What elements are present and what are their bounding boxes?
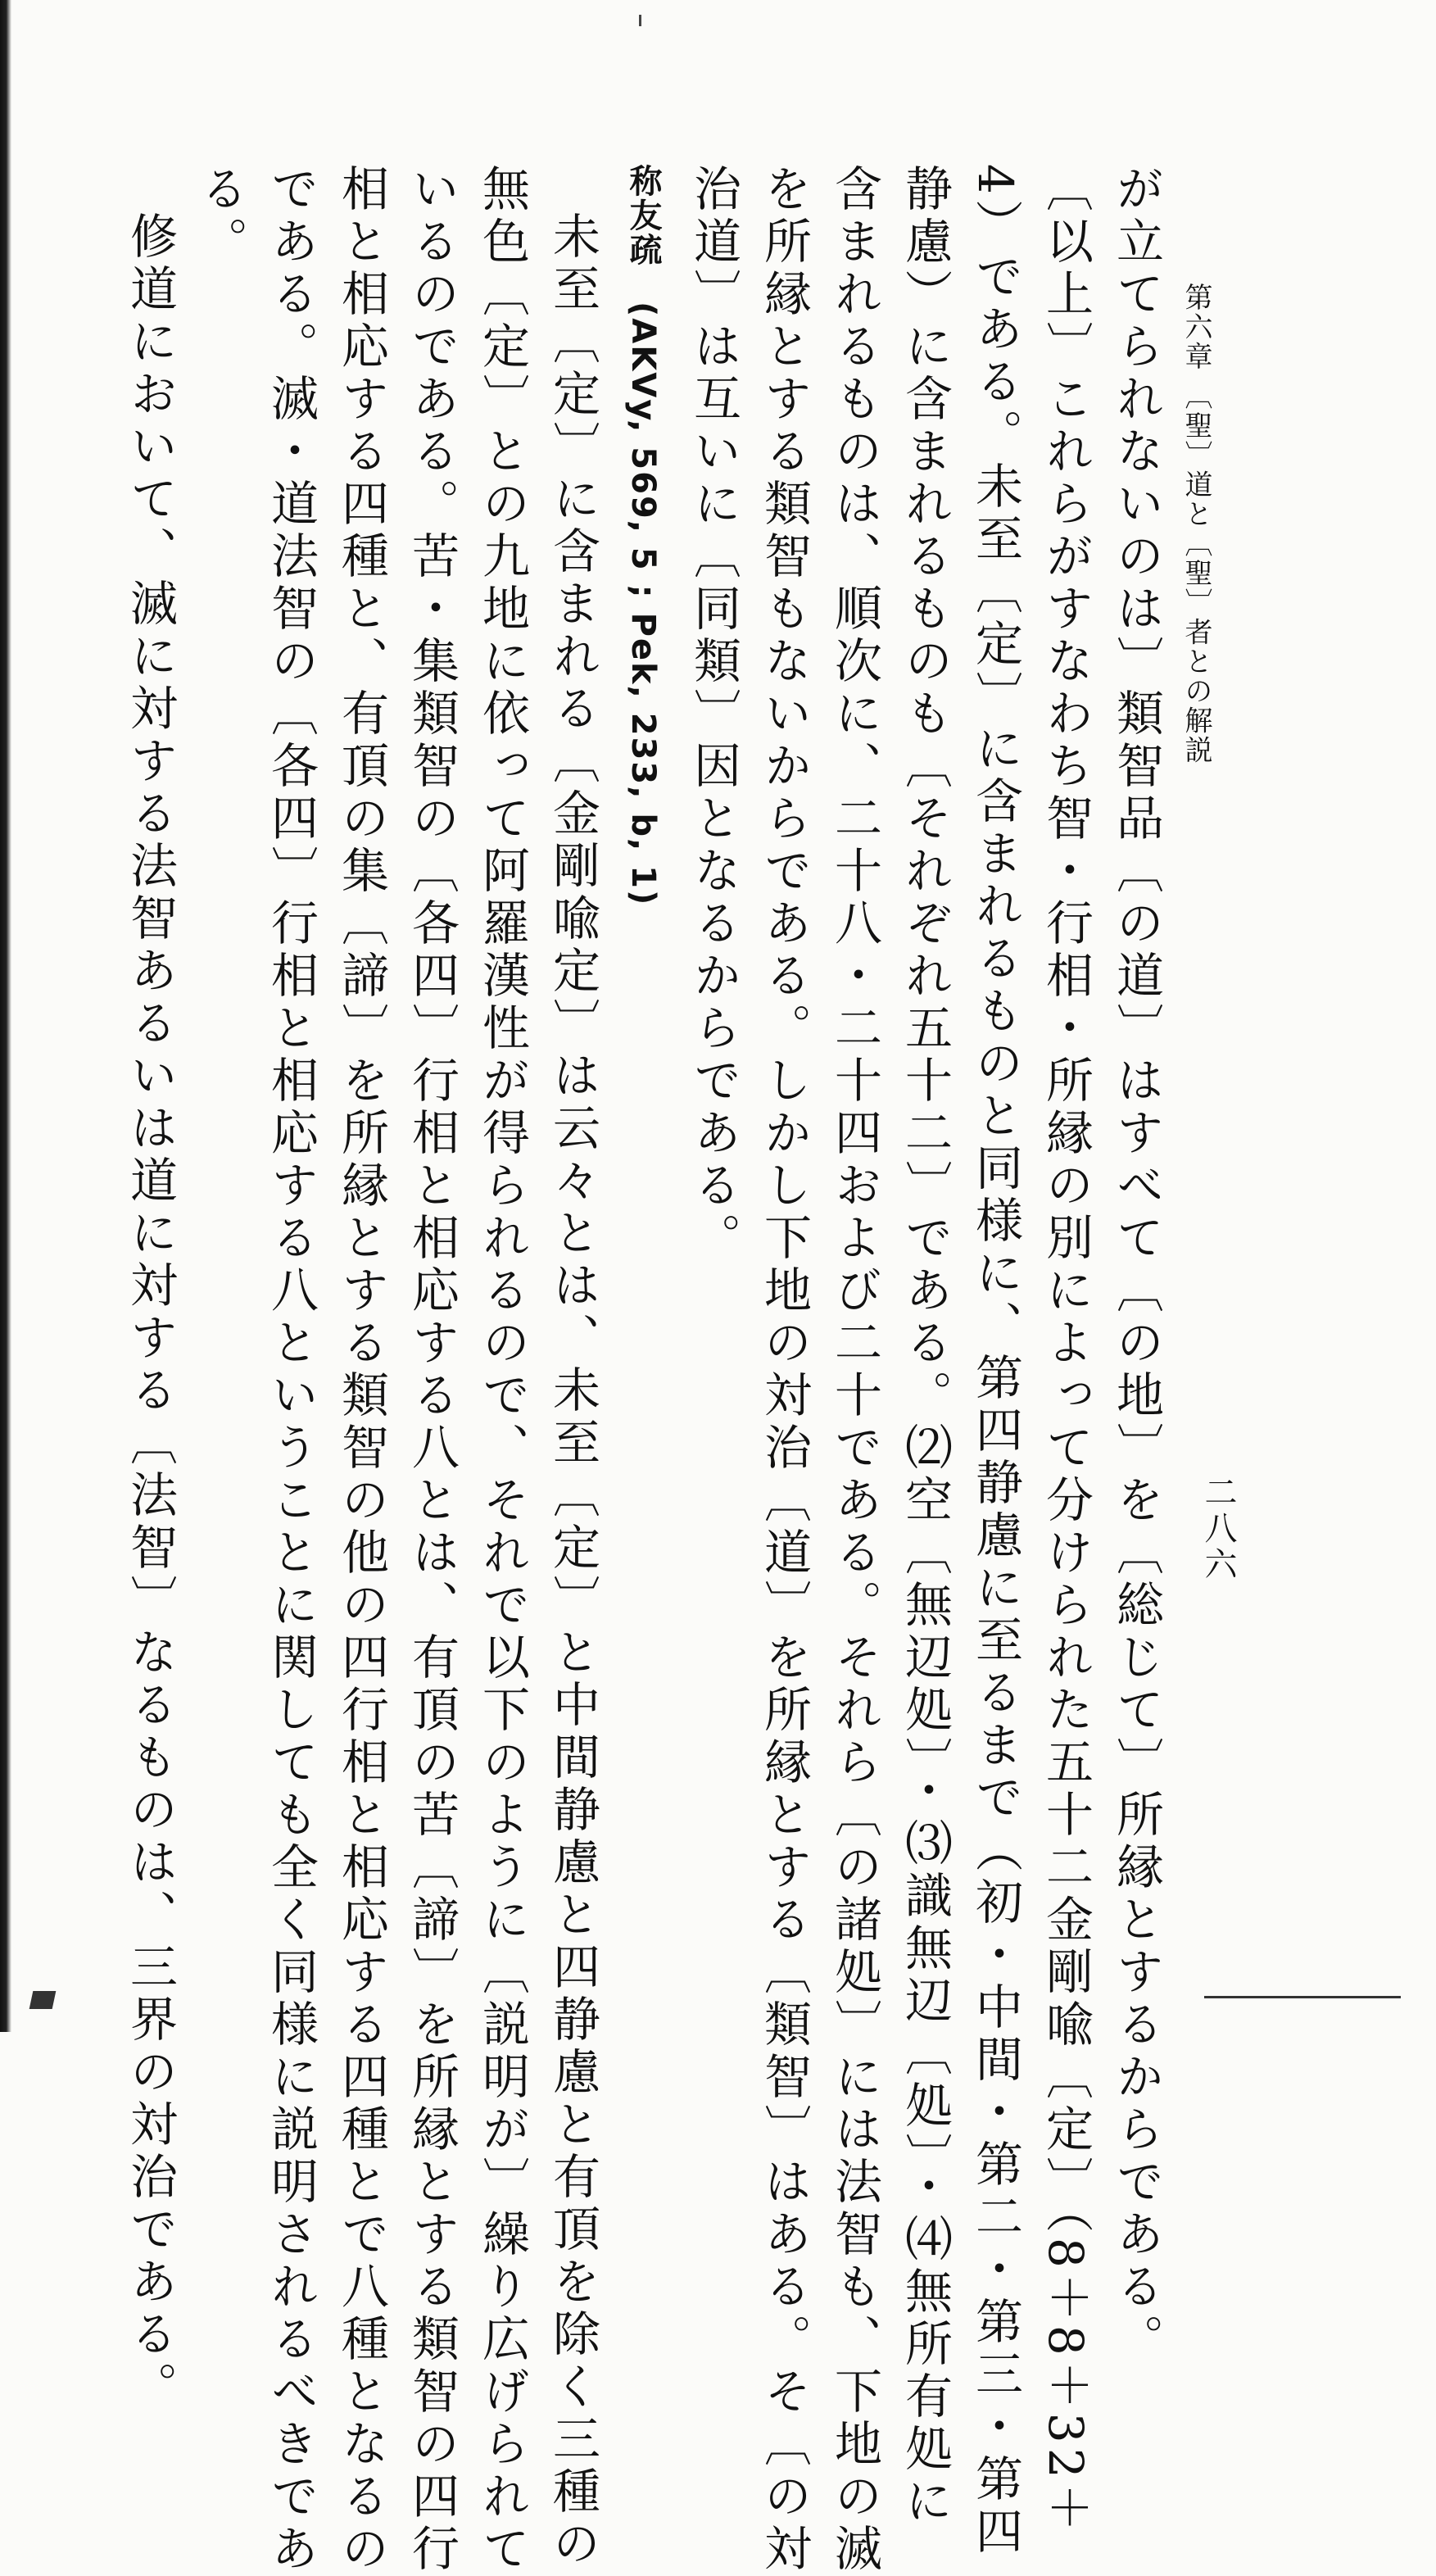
scan-mark [29, 1991, 57, 2009]
text-line: である。滅・道法智の〔各四〕行相と相応する八ということに関しても全く同様に説明されるべきであ [263, 164, 319, 2576]
text-line: 修道において、滅に対する法智あるいは道に対する〔法智〕なるものは、三界の対治である。 [122, 211, 178, 2414]
text-line: 静慮）に含まれるものも〔それぞれ五十二〕である。⑵空〔無辺処〕・⑶識無辺〔処〕・⑷無所有処に [897, 164, 953, 2528]
running-title: 第六章 〔聖〕道と〔聖〕者との解説 [1180, 283, 1212, 765]
text-line: を所縁とする類智もないからである。しかし下地の対治〔道〕を所縁とする〔類智〕はある。そ〔の対 [756, 164, 812, 2576]
bottom-rule [1204, 1996, 1401, 1998]
text-line: 相と相応する四種と、有頂の集〔諦〕を所縁とする類智の他の四行相と相応する四種とで八種となるの [333, 164, 389, 2576]
main-text [122, 164, 1171, 2576]
scan-speck [639, 15, 641, 26]
page-number: 二八六 [1199, 1475, 1237, 1583]
source-heading: 称友疏 (AKVy, 569, 5 ; Pek, 233, b, 1) [624, 164, 662, 907]
text-line: 治道〕は互いに〔同類〕因となるからである。 [686, 164, 741, 1265]
scan-edge [0, 0, 11, 2032]
text-line: 未至〔定〕に含まれる〔金剛喩定〕は云々とは、未至〔定〕と中間静慮と四静慮と有頂を除く三種の [545, 211, 600, 2571]
text-line: が立てられないのは〕類智品〔の道〕はすべて〔の地〕を〔総じて〕所縁とするからである。 [1108, 164, 1164, 2366]
text-line: る。 [193, 164, 248, 269]
text-line: 〔以上〕これらがすなわち智・行相・所縁の別によって分けられた五十二金剛喩〔定〕（8＋8＋32＋ [1038, 164, 1094, 2536]
text-line: 含まれるものは、順次に、二十八・二十四および二十である。それら〔の諸処〕には法智も、下地の滅 [827, 164, 882, 2576]
text-line: いるのである。苦・集類智の〔各四〕行相と相応する八とは、有頂の苦〔諦〕を所縁とする類智の四行 [404, 164, 460, 2576]
text-line: 4）である。未至〔定〕に含まれるものと同様に、第四静慮に至るまで（初・中間・第二・第三・第四 [967, 164, 1023, 2559]
text-line: 無色〔定〕との九地に依って阿羅漢性が得られるので、それで以下のように〔説明が〕繰り広げられて [474, 164, 530, 2576]
